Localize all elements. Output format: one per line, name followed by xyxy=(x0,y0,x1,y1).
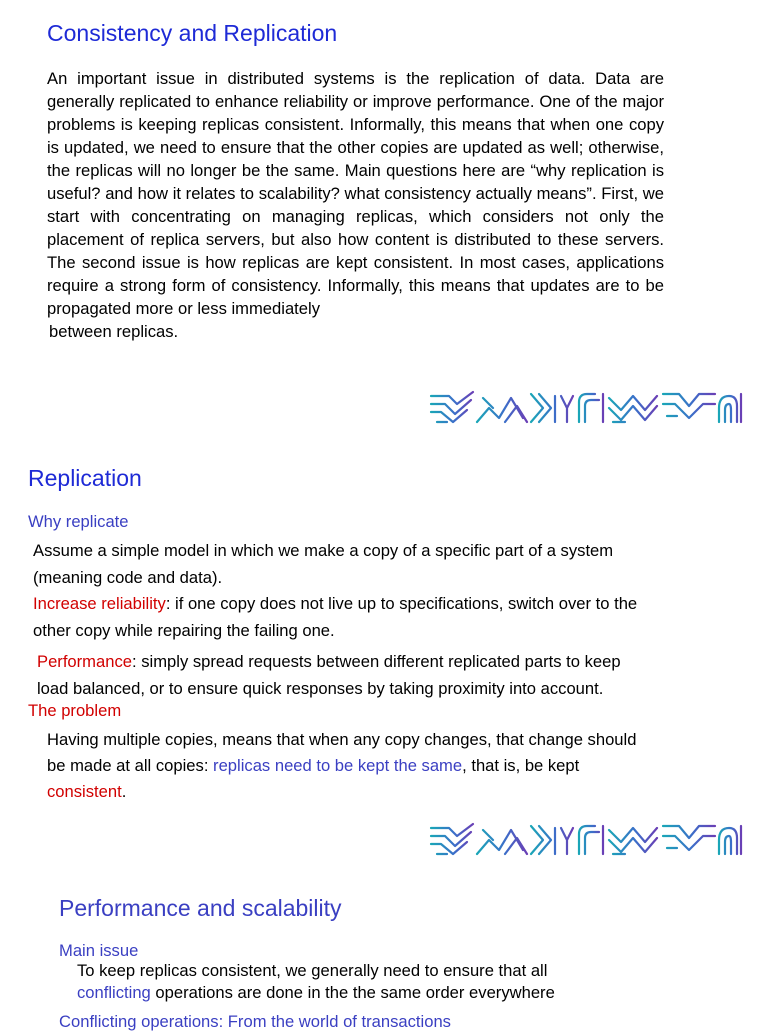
main-issue-line-1: To keep replicas consistent, we generally need to ensure that all xyxy=(77,961,548,980)
problem-line-3 xyxy=(47,779,126,805)
problem-line-3-end: . xyxy=(121,782,127,801)
problem-line-1: Having multiple copies, means that when any copy changes, that change should xyxy=(47,730,637,749)
replicas-same-emphasis: replicas need to be kept the same xyxy=(213,756,463,775)
intro-paragraph xyxy=(47,67,664,343)
conflicting-operations-heading: Conflicting operations: From the world of transactions xyxy=(59,1012,451,1031)
performance-label: Performance xyxy=(37,652,132,671)
intro-paragraph-body: An important issue in distributed systems is the replication of data. Data are generally replicated to enhance reliability or improve performance. One of the major problems is keeping replicas consistent. Informally, this means that when one copy is updated, we need to ensure that the other copies are updated as well; otherwise, the replicas will no longer be the same. Main questions here are “why replication is useful? and how it relates to scalability? what consistency actually means”. First, we start with concentrating on managing replicas, which considers not only the placement of replica servers, but also how content is distributed to these servers. The second issue is how replicas are kept consistent. In most cases, applications require a strong form of consistency. Informally, this means that updates are to be propagated more or less immediately xyxy=(47,69,664,318)
reliability-text-1: : if one copy does not live up to specifications, switch over to the xyxy=(165,594,638,613)
why-replicate-heading: Why replicate xyxy=(28,512,129,531)
decorative-pattern-divider-2 xyxy=(427,820,743,860)
consistent-emphasis: consistent xyxy=(47,782,122,801)
section-title-performance-scalability: Performance and scalability xyxy=(59,895,342,921)
conflicting-emphasis: conflicting xyxy=(77,983,151,1002)
main-issue-heading: Main issue xyxy=(59,941,139,960)
section-title-replication: Replication xyxy=(28,465,142,491)
main-issue-line-2-end: operations are done in the the same order everywhere xyxy=(150,983,555,1002)
performance-line-2: load balanced, or to ensure quick responses by taking proximity into account. xyxy=(37,679,604,698)
why-replicate-line-2: (meaning code and data). xyxy=(33,568,223,587)
problem-line-2 xyxy=(47,753,579,779)
intro-paragraph-last-line: between replicas. xyxy=(49,322,179,341)
problem-line-2-end: , that is, be kept xyxy=(462,756,580,775)
section-title-consistency: Consistency and Replication xyxy=(47,20,338,46)
main-issue-line-2 xyxy=(77,982,555,1004)
performance-text-1: : simply spread requests between different replicated parts to keep xyxy=(132,652,621,671)
reliability-line-1 xyxy=(33,591,637,617)
reliability-line-2: other copy while repairing the failing one. xyxy=(33,621,335,640)
reliability-label: Increase reliability xyxy=(33,594,166,613)
problem-line-2-start: be made at all copies: xyxy=(47,756,214,775)
decorative-pattern-divider xyxy=(427,388,743,428)
problem-heading: The problem xyxy=(28,701,122,720)
performance-line-1 xyxy=(37,649,621,675)
why-replicate-line-1: Assume a simple model in which we make a copy of a specific part of a system xyxy=(33,541,614,560)
